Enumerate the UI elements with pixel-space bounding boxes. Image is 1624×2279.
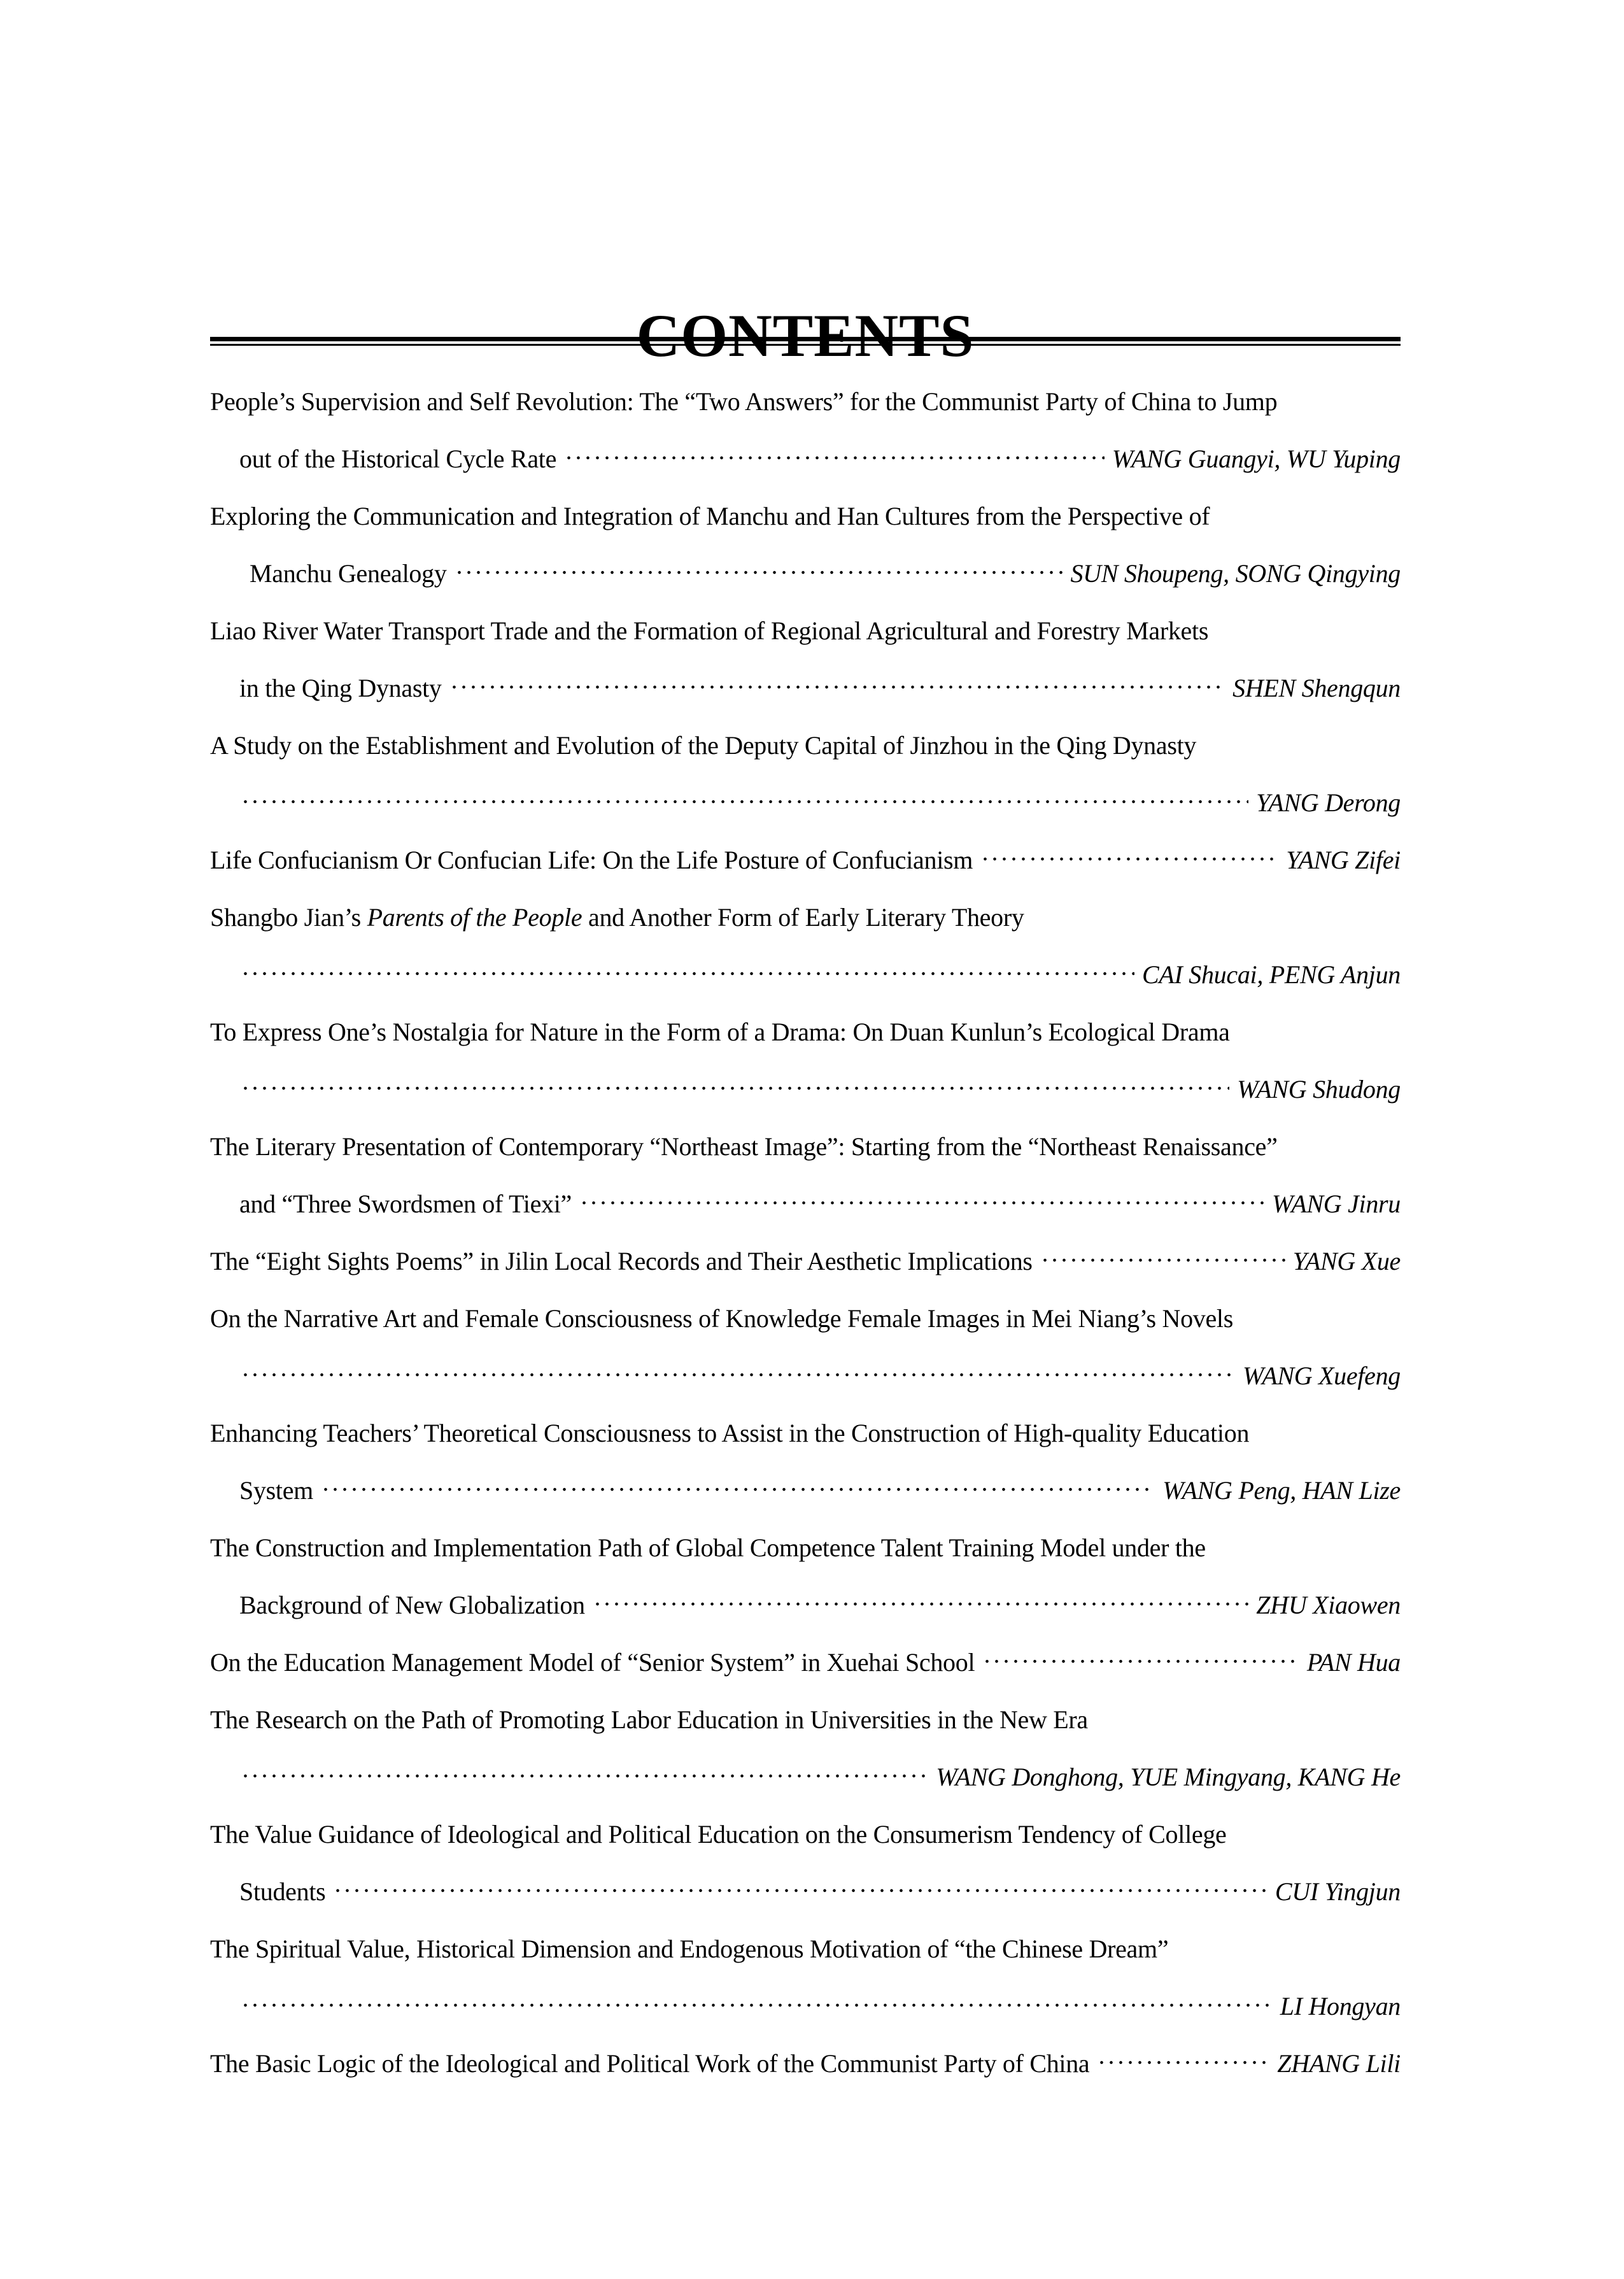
entry-authors: SUN Shoupeng, SONG Qingying <box>1070 558 1401 588</box>
toc-entry-line <box>210 1576 1401 1633</box>
entry-title-text: The Research on the Path of Promoting Labor Education in Universities in the New Era <box>210 1705 1088 1734</box>
toc-entry-line <box>210 2034 1401 2092</box>
entry-title-italic-segment: Parents of the People <box>367 902 583 932</box>
dot-leader <box>579 1201 1264 1205</box>
entry-title-text: The Construction and Implementation Path of Global Competence Talent Training Model under the <box>210 1533 1206 1562</box>
toc-entry-line <box>210 1691 1401 1748</box>
entry-authors: WANG Peng, HAN Lize <box>1162 1475 1401 1505</box>
entry-title-text: System <box>239 1475 313 1505</box>
page-title: CONTENTS <box>636 301 975 369</box>
entry-authors: ZHU Xiaowen <box>1256 1590 1401 1619</box>
toc-entry-line <box>210 602 1401 659</box>
toc-entry-line <box>210 487 1401 544</box>
entry-title-text: People’s Supervision and Self Revolution: The “Two Answers” for the Communist Party of China to Jump <box>210 387 1278 416</box>
dot-leader <box>241 1086 1229 1090</box>
toc-list <box>210 373 1401 2092</box>
entry-authors: LI Hongyan <box>1280 1991 1401 2020</box>
dot-leader <box>241 1373 1235 1377</box>
entry-title-text: Liao River Water Transport Trade and the Formation of Regional Agricultural and Forestry Markets <box>210 616 1209 645</box>
entry-title-text: Students <box>239 1877 326 1906</box>
toc-entry-line <box>210 659 1401 716</box>
entry-title-text: On the Narrative Art and Female Consciousness of Knowledge Female Images in Mei Niang’s Novels <box>210 1303 1233 1333</box>
toc-entry-line <box>210 1118 1401 1175</box>
entry-title-text: and “Three Swordsmen of Tiexi” <box>239 1189 572 1218</box>
toc-entry-line <box>210 1977 1401 2034</box>
entry-authors: WANG Xuefeng <box>1243 1361 1401 1390</box>
dot-leader <box>241 800 1248 804</box>
entry-title-text: Exploring the Communication and Integration of Manchu and Han Cultures from the Perspective of <box>210 501 1210 530</box>
entry-authors: WANG Donghong, YUE Mingyang, KANG He <box>936 1762 1401 1791</box>
toc-entry-line <box>210 1404 1401 1461</box>
entry-title-text <box>210 902 1024 932</box>
entry-title-segment: Shangbo Jian’s <box>210 902 367 932</box>
toc-entry-line <box>210 774 1401 831</box>
entry-title-text: Manchu Genealogy <box>250 558 447 588</box>
entry-title-text: Enhancing Teachers’ Theoretical Consciousness to Assist in the Construction of High-quality Education <box>210 1418 1250 1447</box>
toc-entry-line <box>210 1289 1401 1347</box>
toc-entry-line <box>210 1519 1401 1576</box>
toc-entry-line <box>210 1003 1401 1060</box>
entry-authors: ZHANG Lili <box>1277 2048 1401 2078</box>
dot-leader <box>1040 1258 1285 1262</box>
dot-leader <box>564 456 1105 460</box>
toc-entry-line <box>210 1920 1401 1977</box>
dot-leader <box>455 571 1063 574</box>
toc-entry-line <box>210 1805 1401 1863</box>
entry-authors: SHEN Shengqun <box>1232 673 1401 702</box>
entry-authors: WANG Shudong <box>1237 1074 1401 1104</box>
dot-leader <box>980 857 1278 861</box>
entry-authors: CUI Yingjun <box>1274 1877 1401 1906</box>
entry-authors: YANG Zifei <box>1286 845 1401 874</box>
dot-leader <box>593 1602 1249 1606</box>
entry-authors: WANG Jinru <box>1272 1189 1401 1218</box>
toc-entry-line <box>210 373 1401 430</box>
title-double-rule <box>210 337 1401 346</box>
toc-entry-line <box>210 1175 1401 1232</box>
toc-entry-line <box>210 1863 1401 1920</box>
dot-leader <box>241 972 1134 976</box>
entry-authors: YANG Derong <box>1256 788 1401 817</box>
toc-entry-line <box>210 1461 1401 1519</box>
entry-authors: CAI Shucai, PENG Anjun <box>1142 960 1401 989</box>
dot-leader <box>241 1774 928 1778</box>
entry-title-text: out of the Historical Cycle Rate <box>239 444 557 473</box>
toc-entry-line <box>210 1633 1401 1691</box>
entry-title-text: Life Confucianism Or Confucian Life: On the Life Posture of Confucianism <box>210 845 973 874</box>
entry-title-text: Background of New Globalization <box>239 1590 585 1619</box>
toc-entry-line <box>210 1060 1401 1118</box>
entry-title-text: The Spiritual Value, Historical Dimension and Endogenous Motivation of “the Chinese Dream” <box>210 1934 1169 1963</box>
entry-title-text: A Study on the Establishment and Evolution of the Deputy Capital of Jinzhou in the Qing Dynasty <box>210 730 1197 760</box>
entry-title-text: On the Education Management Model of “Senior System” in Xuehai School <box>210 1647 975 1677</box>
toc-entry-line <box>210 1232 1401 1289</box>
entry-title-text: The “Eight Sights Poems” in Jilin Local Records and Their Aesthetic Implications <box>210 1246 1033 1275</box>
dot-leader <box>333 1889 1267 1892</box>
toc-entry-line <box>210 544 1401 602</box>
dot-leader <box>321 1487 1155 1491</box>
entry-title-text: The Value Guidance of Ideological and Political Education on the Consumerism Tendency of College <box>210 1819 1227 1849</box>
dot-leader <box>982 1659 1299 1663</box>
entry-title-text: To Express One’s Nostalgia for Nature in the Form of a Drama: On Duan Kunlun’s Ecological Drama <box>210 1017 1230 1046</box>
toc-entry-line <box>210 888 1401 946</box>
toc-entry-line <box>210 1347 1401 1404</box>
toc-entry-line <box>210 946 1401 1003</box>
dot-leader <box>449 685 1225 689</box>
entry-title-segment: and Another Form of Early Literary Theory <box>582 902 1024 932</box>
dot-leader <box>241 2003 1273 2007</box>
toc-entry-line <box>210 716 1401 774</box>
entry-title-text: in the Qing Dynasty <box>239 673 442 702</box>
toc-entry-line <box>210 831 1401 888</box>
toc-entry-line <box>210 1748 1401 1805</box>
entry-authors: PAN Hua <box>1306 1647 1401 1677</box>
entry-authors: YANG Xue <box>1292 1246 1401 1275</box>
dot-leader <box>1097 2061 1269 2064</box>
toc-entry-line <box>210 430 1401 487</box>
entry-title-text: The Basic Logic of the Ideological and Political Work of the Communist Party of China <box>210 2048 1090 2078</box>
entry-title-text: The Literary Presentation of Contemporary “Northeast Image”: Starting from the “Northeast Renaissance” <box>210 1132 1278 1161</box>
entry-authors: WANG Guangyi, WU Yuping <box>1112 444 1401 473</box>
